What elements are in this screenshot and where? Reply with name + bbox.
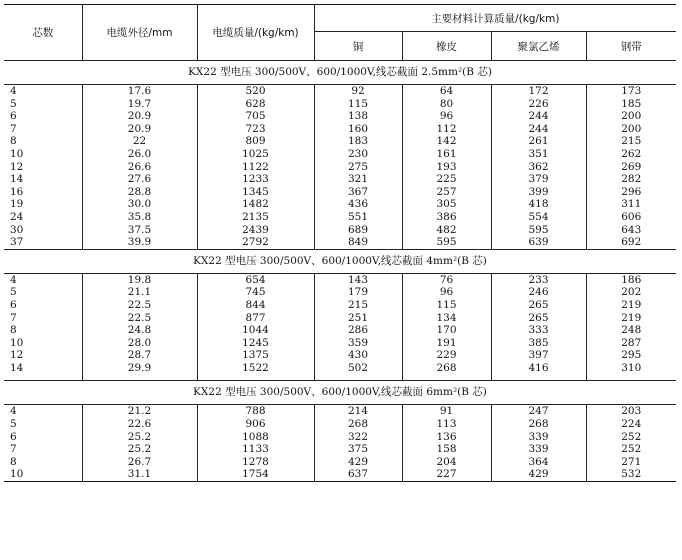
table-row xyxy=(4,186,676,199)
cell-pvc: 639 xyxy=(491,236,586,249)
cell-steel-tape: 296 xyxy=(621,185,642,198)
cell-copper: 849 xyxy=(314,236,402,249)
table-row xyxy=(4,312,676,325)
cell-diameter: 26.6 xyxy=(82,161,197,174)
cell-pvc: 418 xyxy=(491,198,586,211)
cell-diameter: 20.9 xyxy=(82,123,197,136)
cell-cores: 4 xyxy=(4,273,82,286)
cell-copper: 230 xyxy=(314,148,402,161)
cell-pvc: 554 xyxy=(491,211,586,224)
cell-steel-tape: 310 xyxy=(621,361,642,374)
cell-diameter: 30.0 xyxy=(82,198,197,211)
cell-cores: 5 xyxy=(4,418,82,431)
cell-diameter: 29.9 xyxy=(82,362,197,375)
cell-pvc: 268 xyxy=(491,418,586,431)
cell-mass: 628 xyxy=(197,98,314,111)
cell-pvc: 261 xyxy=(491,135,586,148)
cell-cores: 30 xyxy=(4,224,82,237)
cell-mass: 1233 xyxy=(197,173,314,186)
table-row xyxy=(4,148,676,161)
cell-copper: 321 xyxy=(314,173,402,186)
cell-mass: 654 xyxy=(197,273,314,286)
cell-copper: 375 xyxy=(314,443,402,456)
cell-rubber: 225 xyxy=(402,173,491,186)
cell-mass: 1375 xyxy=(197,349,314,362)
cell-cores: 5 xyxy=(4,98,82,111)
cell-diameter: 31.1 xyxy=(82,468,197,481)
cell-pvc: 399 xyxy=(491,186,586,199)
cell-rubber: 229 xyxy=(402,349,491,362)
cell-pvc: 339 xyxy=(491,431,586,444)
cell-cores: 10 xyxy=(4,337,82,350)
cell-diameter: 21.1 xyxy=(82,286,197,299)
header-copper: 铜 xyxy=(314,32,402,61)
header-rubber: 橡皮 xyxy=(402,32,491,61)
cell-pvc: 172 xyxy=(491,85,586,98)
cell-steel-tape: 248 xyxy=(621,324,642,337)
cell-steel-tape: 219 xyxy=(621,311,642,324)
cell-mass: 745 xyxy=(197,286,314,299)
cell-copper: 367 xyxy=(314,186,402,199)
cell-diameter: 19.8 xyxy=(82,273,197,286)
cell-copper: 115 xyxy=(314,98,402,111)
cell-rubber: 112 xyxy=(402,123,491,136)
cell-mass: 1025 xyxy=(197,148,314,161)
header-materials-group: 主要材料计算质量/(kg/km) xyxy=(314,5,676,32)
cell-mass: 1245 xyxy=(197,337,314,350)
header-pvc: 聚氯乙烯 xyxy=(491,32,586,61)
table-row xyxy=(4,443,676,456)
cell-pvc: 244 xyxy=(491,123,586,136)
cell-steel-tape: 185 xyxy=(621,97,642,110)
cell-diameter: 22.6 xyxy=(82,418,197,431)
table-row xyxy=(4,337,676,350)
cell-steel-tape: 215 xyxy=(621,135,642,148)
cell-mass: 809 xyxy=(197,135,314,148)
cell-cores: 4 xyxy=(4,405,82,418)
cell-rubber: 115 xyxy=(402,299,491,312)
cell-mass: 1133 xyxy=(197,443,314,456)
cell-copper: 138 xyxy=(314,110,402,123)
cell-pvc: 246 xyxy=(491,286,586,299)
cell-mass: 520 xyxy=(197,85,314,98)
cell-cores: 14 xyxy=(4,362,82,375)
cell-steel-tape: 203 xyxy=(621,405,642,418)
header-cores: 芯数 xyxy=(4,5,82,61)
cell-rubber: 595 xyxy=(402,236,491,249)
cell-diameter: 17.6 xyxy=(82,85,197,98)
table-row xyxy=(4,123,676,136)
cell-diameter: 28.8 xyxy=(82,186,197,199)
cell-copper: 92 xyxy=(314,85,402,98)
cell-copper: 551 xyxy=(314,211,402,224)
cell-copper: 251 xyxy=(314,312,402,325)
cell-cores: 7 xyxy=(4,443,82,456)
cell-copper: 637 xyxy=(314,468,402,481)
cell-cores: 6 xyxy=(4,431,82,444)
cell-pvc: 265 xyxy=(491,312,586,325)
cell-mass: 1088 xyxy=(197,431,314,444)
cell-mass: 1044 xyxy=(197,324,314,337)
table-row xyxy=(4,198,676,211)
cell-steel-tape: 224 xyxy=(621,418,642,431)
cell-rubber: 134 xyxy=(402,312,491,325)
cell-rubber: 170 xyxy=(402,324,491,337)
cell-copper: 429 xyxy=(314,456,402,469)
cell-diameter: 19.7 xyxy=(82,98,197,111)
cell-steel-tape: 252 xyxy=(621,443,642,456)
cell-copper: 436 xyxy=(314,198,402,211)
table-row xyxy=(4,161,676,174)
cell-mass: 844 xyxy=(197,299,314,312)
cell-pvc: 339 xyxy=(491,443,586,456)
cell-cores: 12 xyxy=(4,349,82,362)
cell-steel-tape: 532 xyxy=(586,468,676,481)
cell-steel-tape: 200 xyxy=(621,110,642,123)
cell-mass: 877 xyxy=(197,312,314,325)
table-body xyxy=(4,61,676,482)
section-title: KX22 型电压 300/500V、600/1000V,线芯截面 2.5mm²(B 芯) xyxy=(4,61,676,85)
cell-cores: 8 xyxy=(4,135,82,148)
cell-mass: 705 xyxy=(197,110,314,123)
cell-pvc: 379 xyxy=(491,173,586,186)
cell-diameter: 25.2 xyxy=(82,431,197,444)
cell-rubber: 257 xyxy=(402,186,491,199)
cell-steel-tape: 252 xyxy=(621,430,642,443)
table-row xyxy=(4,349,676,362)
table-row xyxy=(4,224,676,237)
table-row xyxy=(4,405,676,418)
cell-mass: 2792 xyxy=(197,236,314,249)
cell-rubber: 204 xyxy=(402,456,491,469)
cell-pvc: 595 xyxy=(491,224,586,237)
table-row xyxy=(4,286,676,299)
cell-rubber: 268 xyxy=(402,362,491,375)
cell-pvc: 416 xyxy=(491,362,586,375)
cell-cores: 8 xyxy=(4,324,82,337)
table-row xyxy=(4,273,676,286)
cell-diameter: 22.5 xyxy=(82,299,197,312)
cell-cores: 37 xyxy=(4,236,82,249)
section-title-row xyxy=(4,249,676,273)
cell-copper: 286 xyxy=(314,324,402,337)
table-row xyxy=(4,211,676,224)
cell-rubber: 305 xyxy=(402,198,491,211)
cell-cores: 4 xyxy=(4,85,82,98)
cell-rubber: 482 xyxy=(402,224,491,237)
header-steel-tape: 钢带 xyxy=(586,32,676,61)
cell-copper: 215 xyxy=(314,299,402,312)
table-row xyxy=(4,299,676,312)
cell-steel-tape: 173 xyxy=(621,85,642,97)
cell-copper: 183 xyxy=(314,135,402,148)
cell-mass: 906 xyxy=(197,418,314,431)
cell-cores: 16 xyxy=(4,186,82,199)
cell-cores: 10 xyxy=(4,468,82,481)
cell-pvc: 265 xyxy=(491,299,586,312)
cell-copper: 179 xyxy=(314,286,402,299)
cell-cores: 24 xyxy=(4,211,82,224)
cell-pvc: 226 xyxy=(491,98,586,111)
cell-diameter: 28.7 xyxy=(82,349,197,362)
section-title: KX22 型电压 300/500V、600/1000V,线芯截面 6mm²(B 芯) xyxy=(4,381,676,405)
table-row xyxy=(4,362,676,375)
cell-rubber: 76 xyxy=(402,273,491,286)
cell-rubber: 158 xyxy=(402,443,491,456)
cell-rubber: 91 xyxy=(402,405,491,418)
cell-copper: 160 xyxy=(314,123,402,136)
cell-cores: 14 xyxy=(4,173,82,186)
table-row xyxy=(4,418,676,431)
cell-copper: 322 xyxy=(314,431,402,444)
cell-mass: 788 xyxy=(197,405,314,418)
cell-steel-tape: 186 xyxy=(621,273,642,286)
cell-diameter: 22 xyxy=(82,135,197,148)
cell-rubber: 386 xyxy=(402,211,491,224)
cell-diameter: 37.5 xyxy=(82,224,197,237)
cell-cores: 10 xyxy=(4,148,82,161)
cell-mass: 1122 xyxy=(197,161,314,174)
cell-diameter: 22.5 xyxy=(82,312,197,325)
cell-steel-tape: 692 xyxy=(621,236,642,249)
cell-rubber: 191 xyxy=(402,337,491,350)
cell-mass: 1345 xyxy=(197,186,314,199)
cell-rubber: 161 xyxy=(402,148,491,161)
cell-rubber: 193 xyxy=(402,161,491,174)
table-row xyxy=(4,135,676,148)
cell-cores: 6 xyxy=(4,299,82,312)
cell-steel-tape: 606 xyxy=(621,210,642,223)
cell-diameter: 27.6 xyxy=(82,173,197,186)
cell-pvc: 333 xyxy=(491,324,586,337)
cell-pvc: 244 xyxy=(491,110,586,123)
cell-steel-tape: 295 xyxy=(621,349,642,362)
cell-steel-tape: 200 xyxy=(621,122,642,135)
table-row xyxy=(4,98,676,111)
cell-steel-tape: 202 xyxy=(621,286,642,299)
cell-diameter: 21.2 xyxy=(82,405,197,418)
cell-cores: 7 xyxy=(4,312,82,325)
cell-steel-tape: 643 xyxy=(621,223,642,236)
table-row xyxy=(4,236,676,249)
cell-pvc: 364 xyxy=(491,456,586,469)
cell-rubber: 96 xyxy=(402,286,491,299)
cell-cores: 5 xyxy=(4,286,82,299)
cell-diameter: 20.9 xyxy=(82,110,197,123)
cell-diameter: 25.2 xyxy=(82,443,197,456)
cell-copper: 689 xyxy=(314,224,402,237)
cell-copper: 430 xyxy=(314,349,402,362)
cell-pvc: 397 xyxy=(491,349,586,362)
cell-copper: 502 xyxy=(314,362,402,375)
cell-pvc: 362 xyxy=(491,161,586,174)
cell-diameter: 24.8 xyxy=(82,324,197,337)
table-row xyxy=(4,85,676,98)
cell-steel-tape: 219 xyxy=(621,298,642,311)
cell-copper: 268 xyxy=(314,418,402,431)
cell-mass: 1522 xyxy=(197,362,314,375)
cell-steel-tape: 269 xyxy=(621,160,642,173)
cell-mass: 2135 xyxy=(197,211,314,224)
cell-diameter: 26.7 xyxy=(82,456,197,469)
cable-mass-table xyxy=(4,4,676,482)
cell-copper: 214 xyxy=(314,405,402,418)
cell-diameter: 26.0 xyxy=(82,148,197,161)
cell-pvc: 351 xyxy=(491,148,586,161)
section-title: KX22 型电压 300/500V、600/1000V,线芯截面 4mm²(B 芯) xyxy=(4,249,676,273)
cell-rubber: 113 xyxy=(402,418,491,431)
cell-steel-tape: 271 xyxy=(621,455,642,468)
cell-steel-tape: 287 xyxy=(621,336,642,349)
section-title-row xyxy=(4,381,676,405)
cell-steel-tape: 282 xyxy=(621,173,642,186)
cell-cores: 7 xyxy=(4,123,82,136)
cell-mass: 1278 xyxy=(197,456,314,469)
cell-cores: 6 xyxy=(4,110,82,123)
cell-rubber: 142 xyxy=(402,135,491,148)
cell-diameter: 28.0 xyxy=(82,337,197,350)
cell-steel-tape: 262 xyxy=(621,147,642,160)
cell-rubber: 64 xyxy=(402,85,491,98)
cell-copper: 275 xyxy=(314,161,402,174)
header-diameter: 电缆外径/mm xyxy=(82,5,197,61)
cell-copper: 143 xyxy=(314,273,402,286)
cell-pvc: 233 xyxy=(491,273,586,286)
cell-mass: 723 xyxy=(197,123,314,136)
cell-mass: 2439 xyxy=(197,224,314,237)
cell-mass: 1754 xyxy=(197,468,314,481)
cell-rubber: 80 xyxy=(402,98,491,111)
cell-pvc: 247 xyxy=(491,405,586,418)
section-title-row xyxy=(4,61,676,85)
cell-cores: 8 xyxy=(4,456,82,469)
cable-spec-sheet xyxy=(4,4,676,482)
cell-rubber: 136 xyxy=(402,431,491,444)
cell-cores: 12 xyxy=(4,161,82,174)
cell-steel-tape: 311 xyxy=(621,198,642,211)
table-header xyxy=(4,5,676,61)
table-row xyxy=(4,431,676,444)
cell-cores: 19 xyxy=(4,198,82,211)
table-row xyxy=(4,468,676,481)
header-mass: 电缆质量/(kg/km) xyxy=(197,5,314,61)
cell-copper: 359 xyxy=(314,337,402,350)
cell-mass: 1482 xyxy=(197,198,314,211)
cell-diameter: 39.9 xyxy=(82,236,197,249)
table-row xyxy=(4,173,676,186)
cell-rubber: 96 xyxy=(402,110,491,123)
table-row xyxy=(4,456,676,469)
table-row xyxy=(4,110,676,123)
cell-pvc: 385 xyxy=(491,337,586,350)
table-row xyxy=(4,324,676,337)
cell-pvc: 429 xyxy=(491,468,586,481)
cell-diameter: 35.8 xyxy=(82,211,197,224)
cell-rubber: 227 xyxy=(402,468,491,481)
